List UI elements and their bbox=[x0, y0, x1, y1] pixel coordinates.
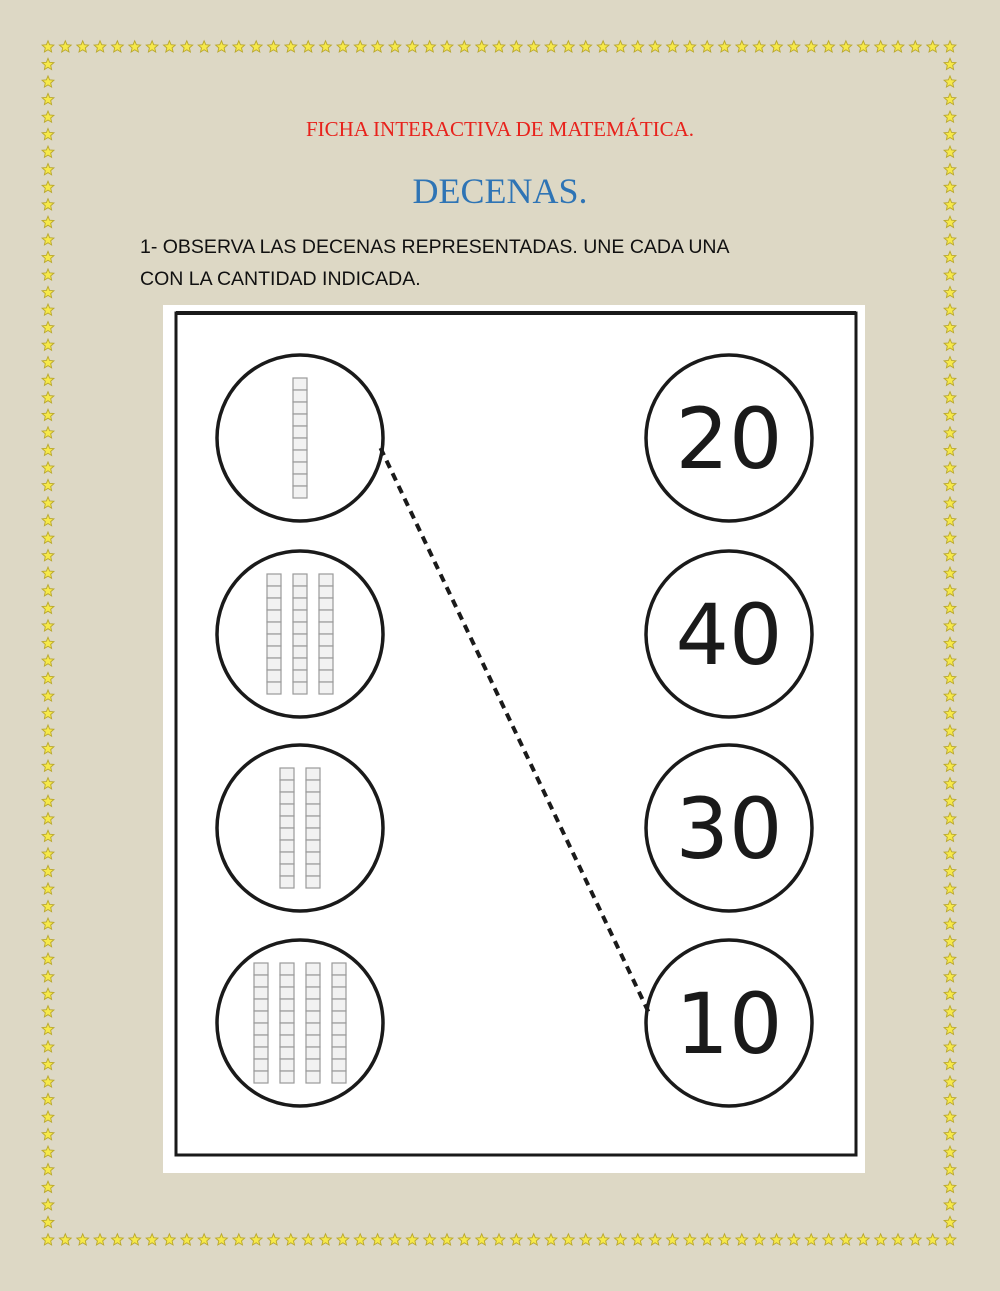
star-icon bbox=[476, 41, 488, 52]
star-icon bbox=[875, 1234, 887, 1245]
star-icon bbox=[944, 865, 956, 876]
star-icon bbox=[250, 41, 262, 52]
star-icon bbox=[944, 444, 956, 455]
star-icon bbox=[42, 883, 54, 894]
star-icon bbox=[42, 322, 54, 333]
star-icon bbox=[320, 41, 332, 52]
right-column bbox=[646, 355, 812, 1106]
star-icon bbox=[944, 322, 956, 333]
star-icon bbox=[337, 41, 349, 52]
worksheet-corner-mark bbox=[846, 1159, 849, 1171]
star-icon bbox=[42, 497, 54, 508]
star-icon bbox=[42, 971, 54, 982]
number-label: 30 bbox=[675, 780, 783, 878]
star-icon bbox=[944, 216, 956, 227]
star-icon bbox=[42, 1146, 54, 1157]
star-icon bbox=[42, 550, 54, 561]
star-icon bbox=[216, 1234, 228, 1245]
star-icon bbox=[944, 585, 956, 596]
star-icon bbox=[597, 41, 609, 52]
star-icon bbox=[823, 41, 835, 52]
star-icon bbox=[563, 41, 575, 52]
star-icon bbox=[649, 41, 661, 52]
star-icon bbox=[42, 708, 54, 719]
star-icon bbox=[719, 1234, 731, 1245]
star-icon bbox=[198, 1234, 210, 1245]
star-icon bbox=[632, 41, 644, 52]
star-icon bbox=[563, 1234, 575, 1245]
star-icon bbox=[788, 1234, 800, 1245]
star-icon bbox=[42, 146, 54, 157]
star-icon bbox=[493, 41, 505, 52]
star-icon bbox=[944, 1111, 956, 1122]
star-icon bbox=[42, 830, 54, 841]
star-icon bbox=[42, 93, 54, 104]
star-icon bbox=[42, 1234, 54, 1245]
star-icon bbox=[42, 251, 54, 262]
star-icon bbox=[406, 41, 418, 52]
star-icon bbox=[944, 690, 956, 701]
star-icon bbox=[42, 1076, 54, 1087]
star-icon bbox=[42, 901, 54, 912]
star-icon bbox=[42, 1181, 54, 1192]
instruction-line-2: CON LA CANTIDAD INDICADA. bbox=[140, 268, 421, 290]
worksheet-title: DECENAS. bbox=[412, 171, 588, 211]
star-icon bbox=[805, 41, 817, 52]
ten-rods-circle[interactable] bbox=[217, 745, 383, 911]
star-icon bbox=[944, 1216, 956, 1227]
star-icon bbox=[233, 41, 245, 52]
matching-worksheet bbox=[163, 305, 865, 1173]
star-icon bbox=[909, 1234, 921, 1245]
star-icon bbox=[944, 1129, 956, 1140]
star-icon bbox=[181, 1234, 193, 1245]
star-icon bbox=[909, 41, 921, 52]
star-icon bbox=[42, 655, 54, 666]
star-icon bbox=[42, 1093, 54, 1104]
star-icon bbox=[42, 427, 54, 438]
star-icon bbox=[42, 444, 54, 455]
star-icon bbox=[42, 216, 54, 227]
star-icon bbox=[944, 918, 956, 929]
star-icon bbox=[42, 1164, 54, 1175]
star-icon bbox=[788, 41, 800, 52]
three-ten-rods bbox=[267, 574, 333, 694]
number-circle[interactable] bbox=[646, 355, 812, 521]
star-icon bbox=[944, 1076, 956, 1087]
star-icon bbox=[42, 304, 54, 315]
star-icon bbox=[42, 479, 54, 490]
star-icon bbox=[753, 41, 765, 52]
star-icon bbox=[42, 76, 54, 87]
star-icon bbox=[42, 1129, 54, 1140]
star-icon bbox=[805, 1234, 817, 1245]
star-icon bbox=[42, 1041, 54, 1052]
star-icon bbox=[42, 515, 54, 526]
star-icon bbox=[42, 41, 54, 52]
star-icon bbox=[944, 374, 956, 385]
star-icon bbox=[285, 41, 297, 52]
number-label: 20 bbox=[675, 390, 783, 488]
ten-rods-circle[interactable] bbox=[217, 940, 383, 1106]
star-icon bbox=[840, 1234, 852, 1245]
star-icon bbox=[944, 462, 956, 473]
star-icon bbox=[875, 41, 887, 52]
star-icon bbox=[42, 567, 54, 578]
star-icon bbox=[528, 1234, 540, 1245]
star-icon bbox=[944, 813, 956, 824]
star-icon bbox=[944, 1234, 956, 1245]
star-icon bbox=[268, 41, 280, 52]
star-icon bbox=[354, 1234, 366, 1245]
star-icon bbox=[944, 251, 956, 262]
star-icon bbox=[216, 41, 228, 52]
number-circle[interactable] bbox=[646, 745, 812, 911]
worksheet-subtitle: FICHA INTERACTIVA DE MATEMÁTICA. bbox=[305, 117, 695, 141]
number-circle[interactable] bbox=[646, 940, 812, 1106]
star-icon bbox=[458, 1234, 470, 1245]
star-icon bbox=[684, 41, 696, 52]
star-icon bbox=[42, 953, 54, 964]
star-icon bbox=[42, 778, 54, 789]
star-icon bbox=[944, 1041, 956, 1052]
star-icon bbox=[42, 637, 54, 648]
star-icon bbox=[944, 234, 956, 245]
star-icon bbox=[77, 1234, 89, 1245]
worksheet-drawing bbox=[163, 305, 865, 1173]
star-icon bbox=[944, 1146, 956, 1157]
star-icon bbox=[42, 374, 54, 385]
star-icon bbox=[823, 1234, 835, 1245]
star-icon bbox=[944, 672, 956, 683]
star-icon bbox=[42, 357, 54, 368]
star-icon bbox=[944, 1058, 956, 1069]
star-icon bbox=[944, 1164, 956, 1175]
star-icon bbox=[701, 41, 713, 52]
star-icon bbox=[406, 1234, 418, 1245]
star-icon bbox=[510, 41, 522, 52]
star-icon bbox=[944, 795, 956, 806]
star-icon bbox=[42, 1111, 54, 1122]
star-icon bbox=[42, 409, 54, 420]
star-icon bbox=[944, 1199, 956, 1210]
star-icon bbox=[42, 1023, 54, 1034]
star-icon bbox=[944, 1006, 956, 1017]
ten-rods-circle[interactable] bbox=[217, 551, 383, 717]
star-icon bbox=[493, 1234, 505, 1245]
star-icon bbox=[719, 41, 731, 52]
left-column bbox=[217, 355, 383, 1106]
star-icon bbox=[840, 41, 852, 52]
star-icon bbox=[42, 1216, 54, 1227]
star-icon bbox=[42, 865, 54, 876]
star-icon bbox=[441, 41, 453, 52]
star-icon bbox=[944, 550, 956, 561]
star-icon bbox=[944, 708, 956, 719]
star-icon bbox=[892, 41, 904, 52]
star-icon bbox=[753, 1234, 765, 1245]
star-icon bbox=[944, 1181, 956, 1192]
star-icon bbox=[42, 58, 54, 69]
star-icon bbox=[59, 1234, 71, 1245]
star-icon bbox=[42, 532, 54, 543]
star-icon bbox=[94, 1234, 106, 1245]
star-icon bbox=[42, 234, 54, 245]
star-icon bbox=[42, 392, 54, 403]
star-icon bbox=[112, 1234, 124, 1245]
star-icon bbox=[181, 41, 193, 52]
star-icon bbox=[42, 743, 54, 754]
star-icon bbox=[476, 1234, 488, 1245]
star-icon bbox=[580, 41, 592, 52]
star-icon bbox=[372, 1234, 384, 1245]
star-icon bbox=[771, 1234, 783, 1245]
star-icon bbox=[944, 357, 956, 368]
star-icon bbox=[302, 41, 314, 52]
ten-rods-circle[interactable] bbox=[217, 355, 383, 521]
star-icon bbox=[944, 409, 956, 420]
star-icon bbox=[944, 515, 956, 526]
star-icon bbox=[944, 936, 956, 947]
star-icon bbox=[42, 286, 54, 297]
star-icon bbox=[944, 532, 956, 543]
star-icon bbox=[944, 41, 956, 52]
star-icon bbox=[94, 41, 106, 52]
star-icon bbox=[302, 1234, 314, 1245]
star-icon bbox=[424, 1234, 436, 1245]
star-icon bbox=[146, 1234, 158, 1245]
star-icon bbox=[112, 41, 124, 52]
star-icon bbox=[510, 1234, 522, 1245]
star-icon bbox=[944, 883, 956, 894]
star-icon bbox=[42, 988, 54, 999]
star-icon bbox=[944, 743, 956, 754]
star-icon bbox=[337, 1234, 349, 1245]
number-circle[interactable] bbox=[646, 551, 812, 717]
star-icon bbox=[42, 848, 54, 859]
star-icon bbox=[233, 1234, 245, 1245]
star-icon bbox=[42, 760, 54, 771]
star-icon bbox=[389, 41, 401, 52]
star-icon bbox=[667, 1234, 679, 1245]
star-icon bbox=[944, 304, 956, 315]
star-icon bbox=[580, 1234, 592, 1245]
star-icon bbox=[857, 41, 869, 52]
star-icon bbox=[944, 953, 956, 964]
star-icon bbox=[944, 479, 956, 490]
star-icon bbox=[42, 602, 54, 613]
star-icon bbox=[701, 1234, 713, 1245]
star-icon bbox=[129, 41, 141, 52]
star-icon bbox=[944, 93, 956, 104]
star-icon bbox=[944, 269, 956, 280]
star-icon bbox=[441, 1234, 453, 1245]
star-icon bbox=[42, 690, 54, 701]
star-icon bbox=[944, 620, 956, 631]
star-icon bbox=[944, 146, 956, 157]
star-icon bbox=[320, 1234, 332, 1245]
star-icon bbox=[927, 1234, 939, 1245]
star-icon bbox=[944, 988, 956, 999]
star-icon bbox=[944, 760, 956, 771]
star-icon bbox=[164, 1234, 176, 1245]
star-icon bbox=[545, 41, 557, 52]
star-icon bbox=[944, 76, 956, 87]
star-icon bbox=[944, 497, 956, 508]
one-ten-rod bbox=[293, 378, 307, 498]
star-icon bbox=[528, 41, 540, 52]
star-icon bbox=[944, 637, 956, 648]
star-icon bbox=[944, 392, 956, 403]
star-icon bbox=[164, 41, 176, 52]
star-icon bbox=[59, 41, 71, 52]
star-icon bbox=[42, 918, 54, 929]
star-icon bbox=[944, 602, 956, 613]
star-icon bbox=[42, 620, 54, 631]
star-icon bbox=[42, 269, 54, 280]
star-icon bbox=[42, 725, 54, 736]
star-icon bbox=[77, 41, 89, 52]
star-icon bbox=[146, 41, 158, 52]
star-icon bbox=[632, 1234, 644, 1245]
star-icon bbox=[944, 427, 956, 438]
star-icon bbox=[944, 339, 956, 350]
star-icon bbox=[250, 1234, 262, 1245]
star-icon bbox=[736, 1234, 748, 1245]
star-icon bbox=[615, 41, 627, 52]
star-icon bbox=[42, 1058, 54, 1069]
star-icon bbox=[944, 1093, 956, 1104]
star-icon bbox=[354, 41, 366, 52]
star-icon bbox=[597, 1234, 609, 1245]
star-icon bbox=[458, 41, 470, 52]
star-icon bbox=[892, 1234, 904, 1245]
number-label: 40 bbox=[675, 586, 783, 684]
star-icon bbox=[42, 339, 54, 350]
star-icon bbox=[615, 1234, 627, 1245]
star-icon bbox=[129, 1234, 141, 1245]
star-icon bbox=[285, 1234, 297, 1245]
star-icon bbox=[927, 41, 939, 52]
star-icon bbox=[42, 1199, 54, 1210]
star-icon bbox=[944, 286, 956, 297]
star-icon bbox=[944, 58, 956, 69]
star-icon bbox=[198, 41, 210, 52]
star-icon bbox=[42, 936, 54, 947]
number-label: 10 bbox=[675, 975, 783, 1073]
star-icon bbox=[944, 725, 956, 736]
dashed-connection-line bbox=[381, 448, 649, 1013]
star-icon bbox=[944, 848, 956, 859]
star-icon bbox=[424, 41, 436, 52]
star-icon bbox=[944, 655, 956, 666]
star-icon bbox=[42, 462, 54, 473]
star-icon bbox=[944, 901, 956, 912]
star-icon bbox=[771, 41, 783, 52]
instruction-line-1: 1- OBSERVA LAS DECENAS REPRESENTADAS. UNE CADA UNA bbox=[140, 236, 730, 258]
star-icon bbox=[684, 1234, 696, 1245]
star-icon bbox=[736, 41, 748, 52]
star-icon bbox=[42, 1006, 54, 1017]
star-icon bbox=[667, 41, 679, 52]
star-icon bbox=[42, 795, 54, 806]
star-icon bbox=[944, 778, 956, 789]
star-icon bbox=[944, 567, 956, 578]
star-icon bbox=[944, 1023, 956, 1034]
star-icon bbox=[944, 971, 956, 982]
star-icon bbox=[857, 1234, 869, 1245]
star-icon bbox=[42, 672, 54, 683]
star-icon bbox=[389, 1234, 401, 1245]
star-icon bbox=[268, 1234, 280, 1245]
star-icon bbox=[649, 1234, 661, 1245]
star-icon bbox=[944, 830, 956, 841]
star-icon bbox=[545, 1234, 557, 1245]
star-icon bbox=[372, 41, 384, 52]
star-icon bbox=[42, 585, 54, 596]
star-icon bbox=[42, 813, 54, 824]
